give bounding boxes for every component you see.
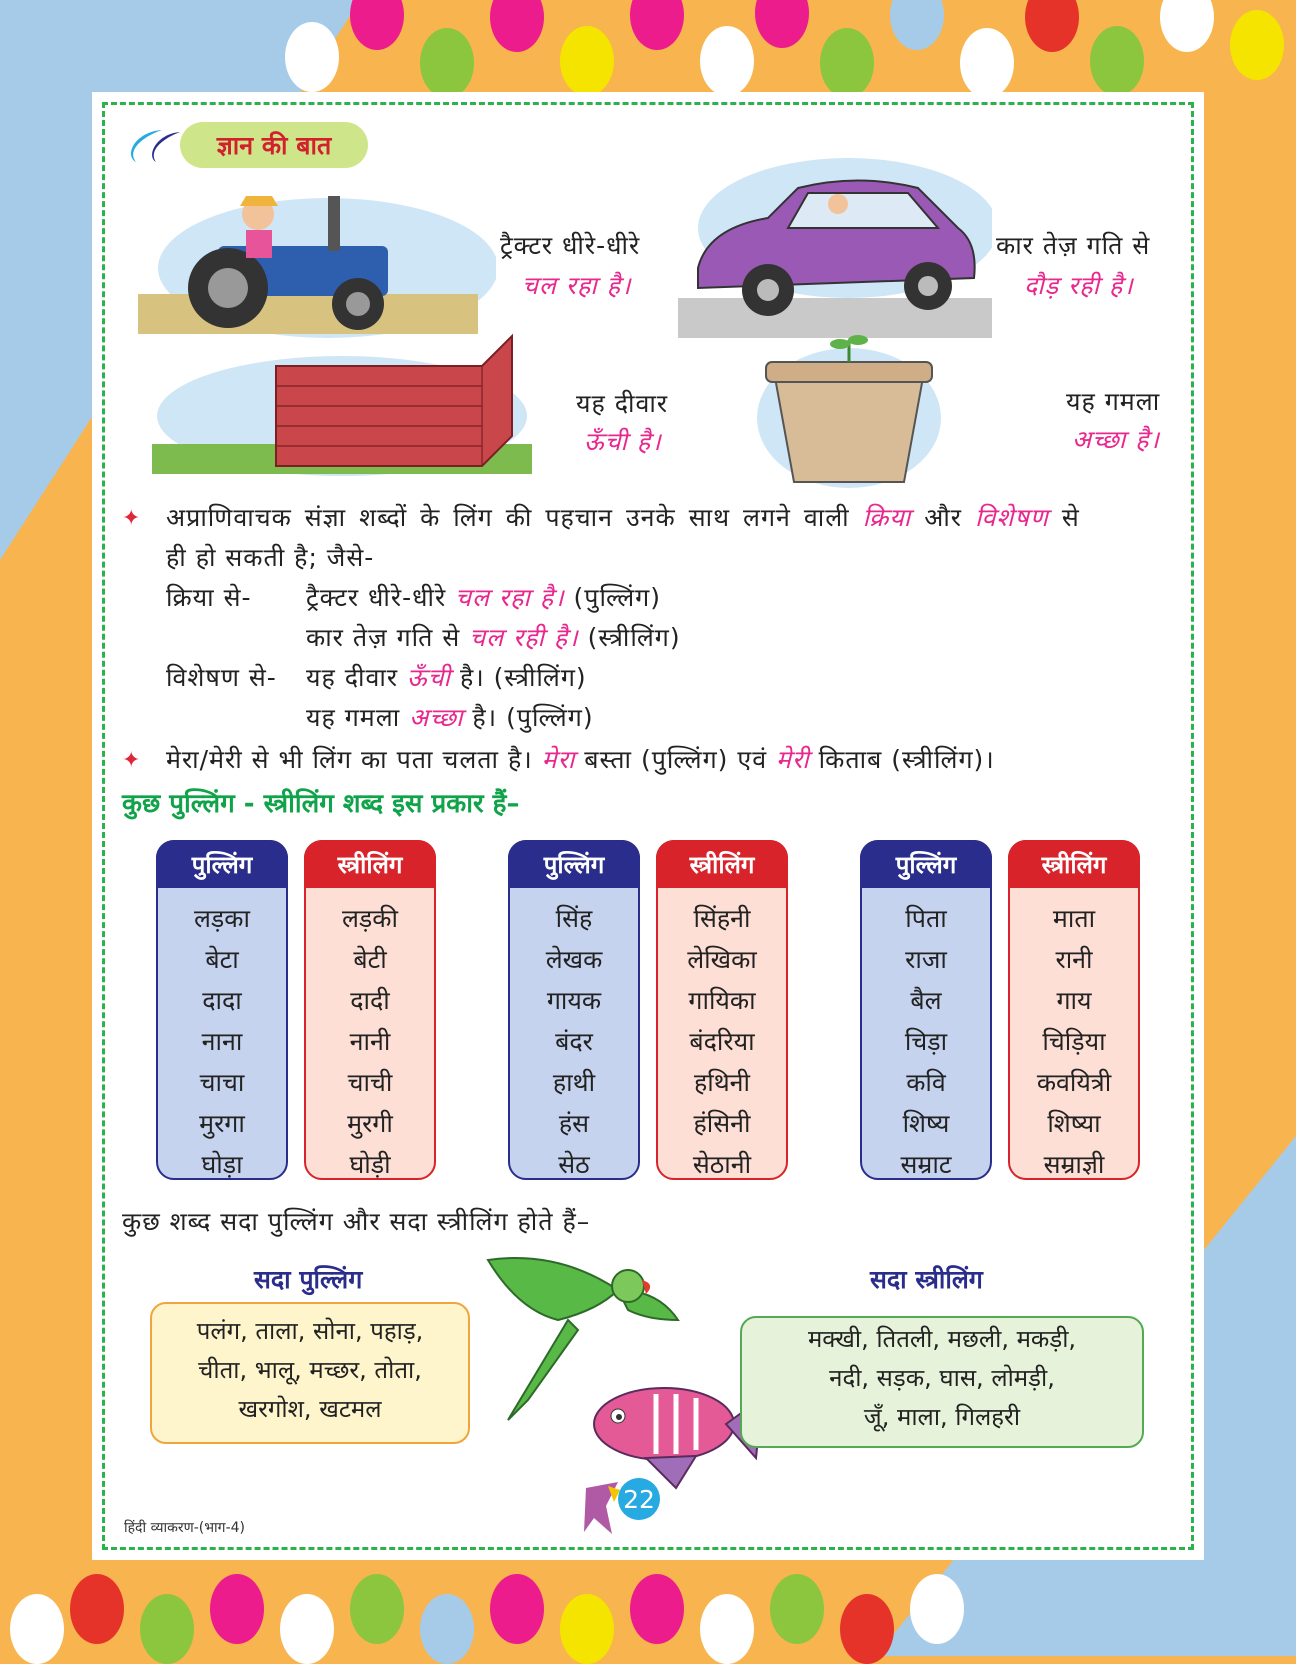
- sada-strilinga-title: सदा स्त्रीलिंग: [870, 1265, 983, 1294]
- example-text: यह दीवार: [306, 663, 399, 692]
- list-item: हंस: [558, 1109, 590, 1138]
- list-item: बेटा: [205, 945, 239, 974]
- flower-pot-illustration: [754, 332, 944, 492]
- list-item: दादी: [350, 986, 390, 1015]
- list-item: चाची: [347, 1068, 393, 1097]
- list-item: सम्राट: [900, 1150, 952, 1179]
- pot-caption-line2: अच्छा है।: [1072, 425, 1160, 454]
- list-item: माता: [1052, 904, 1096, 933]
- bullet-star-icon: ✦: [122, 506, 141, 531]
- section-title: कुछ पुल्लिंग - स्त्रीलिंग शब्द इस प्रकार हैं–: [122, 789, 520, 819]
- example-kriya-2: [306, 620, 681, 654]
- brick-wall-illustration: [152, 326, 532, 478]
- feminine-column: [1008, 840, 1140, 1180]
- example-kriya-1: [306, 580, 661, 614]
- list-item: बैल: [910, 986, 942, 1015]
- list-item: राजा: [905, 945, 947, 974]
- column-header: पुल्लिंग: [860, 840, 992, 888]
- example-gender: (पुल्लिंग): [573, 583, 662, 612]
- word-line: पलंग, ताला, सोना, पहाड़,: [196, 1317, 424, 1345]
- rule1-line1: [166, 500, 1176, 534]
- tractor-caption-line1: ट्रैक्टर धीरे-धीरे: [500, 231, 641, 260]
- rule1-line2: ही हो सकती है; जैसे-: [166, 543, 375, 572]
- word-line: मक्खी, तितली, मछली, मकड़ी,: [807, 1325, 1077, 1353]
- tractor-caption-line2: चल रहा है।: [522, 271, 632, 300]
- list-item: सिंहनी: [693, 904, 751, 933]
- feminine-column: [656, 840, 788, 1180]
- list-item: सम्राज्ञी: [1043, 1150, 1105, 1179]
- sada-pulling-title: सदा पुल्लिंग: [254, 1265, 363, 1294]
- wall-caption-line2: ऊँची है।: [584, 427, 662, 456]
- list-item: चिड़िया: [1042, 1027, 1106, 1056]
- car-caption-line2: दौड़ रही है।: [1024, 271, 1134, 300]
- list-item: बंदर: [555, 1027, 593, 1056]
- column-header: पुल्लिंग: [508, 840, 640, 888]
- example-highlight: ऊँची: [407, 663, 452, 692]
- list-item: सेठानी: [692, 1150, 752, 1179]
- example-visheshan-2: [306, 700, 594, 734]
- rule2-text: मेरा/मेरी से भी लिंग का पता चलता है।: [166, 745, 533, 774]
- word-line: नदी, सड़क, घास, लोमड़ी,: [829, 1364, 1055, 1392]
- list-item: लेखिका: [687, 945, 757, 974]
- column-header: स्त्रीलिंग: [1008, 840, 1140, 888]
- sada-intro: कुछ शब्द सदा पुल्लिंग और सदा स्त्रीलिंग होते हैं–: [122, 1207, 591, 1236]
- example-text: कार तेज़ गति से: [306, 623, 461, 652]
- list-item: मुरगी: [347, 1109, 393, 1138]
- car-illustration: [678, 148, 992, 344]
- list-item: गाय: [1056, 986, 1092, 1015]
- word-line: चीता, भालू, मच्छर, तोता,: [198, 1356, 422, 1384]
- column-header: स्त्रीलिंग: [304, 840, 436, 888]
- column-header: स्त्रीलिंग: [656, 840, 788, 888]
- rule1-text: अप्राणिवाचक संज्ञा शब्दों के लिंग की पहचान उनके साथ लगने वाली: [166, 503, 850, 532]
- list-item: चिड़ा: [904, 1027, 948, 1056]
- list-item: हाथी: [552, 1068, 596, 1097]
- example-highlight: चल रहा है।: [455, 583, 565, 612]
- list-item: मुरगा: [199, 1109, 245, 1138]
- example-visheshan-label: विशेषण से-: [166, 663, 277, 692]
- example-text: ट्रैक्टर धीरे-धीरे: [306, 583, 447, 612]
- bullet-star-icon: ✦: [122, 748, 141, 773]
- rule2-highlight: मेरी: [776, 745, 810, 774]
- list-item: नानी: [349, 1027, 391, 1056]
- masculine-column: [156, 840, 288, 1180]
- rule1-kriya: क्रिया: [862, 503, 912, 532]
- section-badge: ज्ञान की बात: [180, 122, 368, 168]
- rule1-visheshan: विशेषण: [974, 503, 1049, 532]
- page-number: 22: [618, 1478, 660, 1520]
- list-item: शिष्या: [1047, 1109, 1101, 1138]
- list-item: रानी: [1055, 945, 1093, 974]
- rule2-text: बस्ता (पुल्लिंग) एवं: [584, 745, 768, 774]
- masculine-column: [508, 840, 640, 1180]
- list-item: कवि: [906, 1068, 946, 1097]
- list-item: गायक: [546, 986, 602, 1015]
- list-item: शिष्य: [902, 1109, 950, 1138]
- list-item: हथिनी: [693, 1068, 751, 1097]
- list-item: गायिका: [688, 986, 756, 1015]
- list-item: सिंह: [555, 904, 593, 933]
- example-highlight: अच्छा: [409, 703, 464, 732]
- sada-strilinga-box: [740, 1316, 1144, 1448]
- list-item: लड़का: [193, 904, 250, 933]
- column-header: पुल्लिंग: [156, 840, 288, 888]
- list-item: लड़की: [341, 904, 398, 933]
- word-line: खरगोश, खटमल: [238, 1395, 382, 1423]
- list-item: लेखक: [545, 945, 603, 974]
- list-item: दादा: [202, 986, 242, 1015]
- list-item: बेटी: [353, 945, 387, 974]
- list-item: सेठ: [558, 1150, 590, 1179]
- sada-pulling-box: [150, 1302, 470, 1444]
- rule2-text: किताब (स्त्रीलिंग)।: [818, 745, 995, 774]
- wall-caption-line1: यह दीवार: [576, 389, 669, 418]
- rule2-highlight: मेरा: [541, 745, 576, 774]
- list-item: पिता: [905, 904, 947, 933]
- rule1-and: और: [924, 503, 963, 532]
- example-gender: है। (स्त्रीलिंग): [459, 663, 587, 692]
- book-title-footer: हिंदी व्याकरण-(भाग-4): [124, 1520, 245, 1536]
- rule2-line: [166, 742, 1186, 776]
- feminine-column: [304, 840, 436, 1180]
- list-item: घोड़ी: [349, 1150, 391, 1179]
- list-item: चाचा: [199, 1068, 245, 1097]
- swoosh-logo-icon: [122, 126, 184, 166]
- example-highlight: चल रही है।: [469, 623, 579, 652]
- pot-caption-line1: यह गमला: [1066, 387, 1161, 416]
- list-item: घोड़ा: [201, 1150, 243, 1179]
- example-text: यह गमला: [306, 703, 401, 732]
- word-line: जूँ, माला, गिलहरी: [863, 1403, 1021, 1431]
- list-item: बंदरिया: [689, 1027, 755, 1056]
- example-gender: है। (पुल्लिंग): [472, 703, 594, 732]
- page-ribbon-icon: [578, 1478, 622, 1538]
- masculine-column: [860, 840, 992, 1180]
- example-visheshan-1: [306, 660, 587, 694]
- rule1-se: से: [1061, 503, 1080, 532]
- tractor-illustration: [128, 176, 496, 350]
- example-kriya-label: क्रिया से-: [166, 583, 252, 612]
- car-caption-line1: कार तेज़ गति से: [996, 231, 1151, 260]
- list-item: हंसिनी: [693, 1109, 751, 1138]
- list-item: कवयित्री: [1036, 1068, 1112, 1097]
- list-item: नाना: [201, 1027, 243, 1056]
- example-gender: (स्त्रीलिंग): [587, 623, 681, 652]
